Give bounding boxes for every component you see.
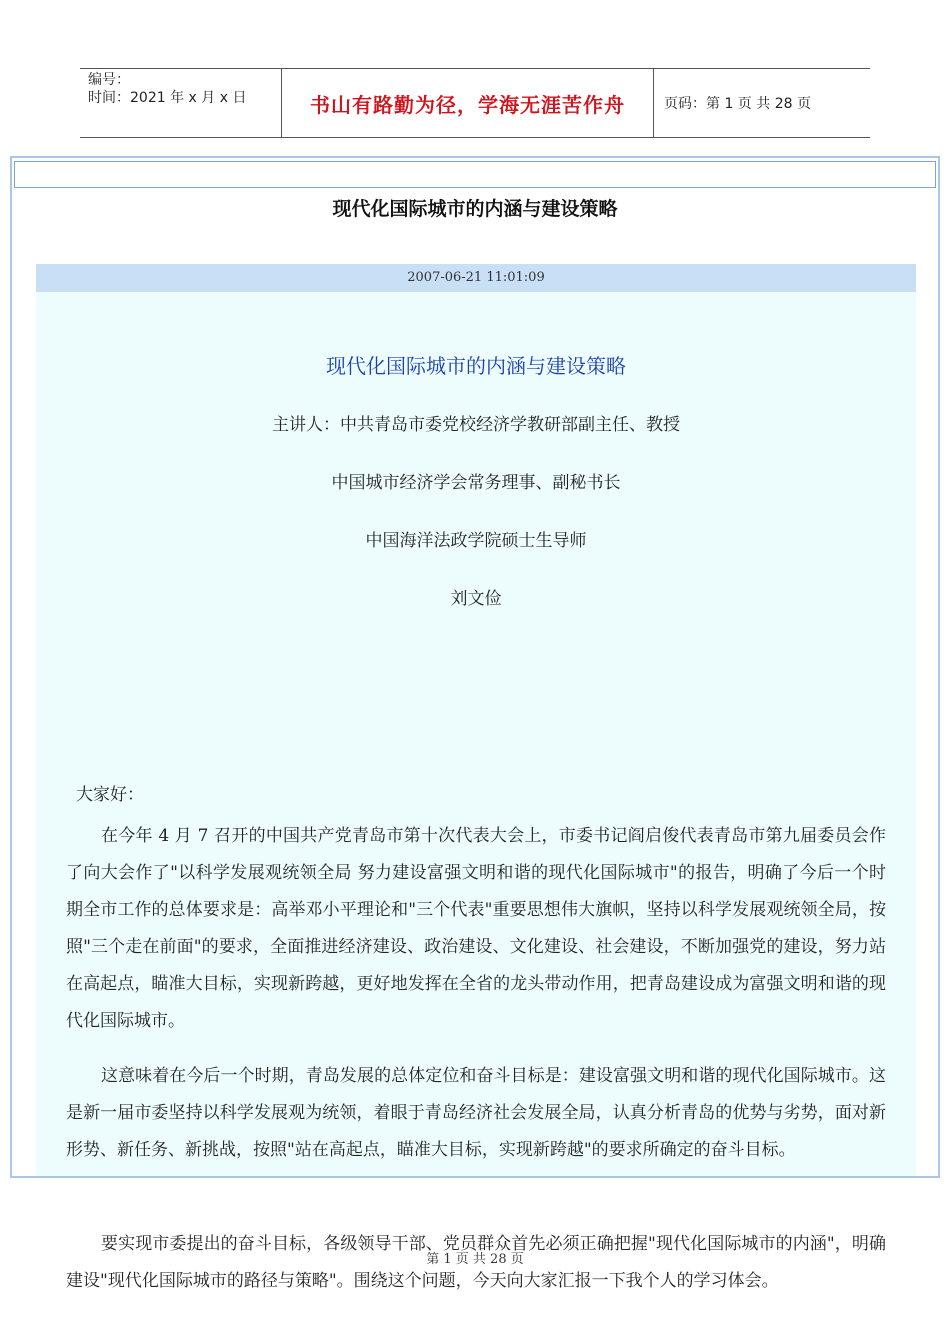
time-label: 时间：2021 年 x 月 x 日 — [88, 90, 247, 106]
paragraph: 这意味着在今后一个时期，青岛发展的总体定位和奋斗目标是：建设富强文明和谐的现代化国际城市。这是新一届市委坚持以科学发展观为统领，着眼于青岛经济社会发展全局，认真分析青岛的优势与劣势，面对新形势、新任务、新挑战，按照"站在高起点，瞄准大目标，实现新跨越"的要求所确定的奋斗目标。 — [66, 1066, 886, 1160]
greeting: 大家好： — [76, 785, 144, 805]
header-meta — [80, 69, 282, 137]
page-title: 现代化国际城市的内涵与建设策略 — [332, 198, 618, 220]
speaker-line: 中国海洋法政学院硕士生导师 — [365, 531, 587, 551]
top-bar — [14, 161, 936, 188]
header-motto-cell — [282, 69, 654, 137]
content-title: 现代化国际城市的内涵与建设策略 — [326, 354, 626, 378]
page-footer: 第 1 页 共 28 页 — [426, 1252, 524, 1267]
date-bar: 2007-06-21 11:01:09 — [36, 264, 916, 292]
motto-text: 书山有路勤为径，学海无涯苦作舟 — [310, 92, 625, 117]
number-label: 编号： — [88, 72, 130, 88]
header-table — [80, 68, 870, 138]
speaker-line: 中国城市经济学会常务理事、副秘书长 — [331, 473, 621, 493]
header-page-info: 页码：第 1 页 共 28 页 — [664, 96, 811, 112]
speaker-name: 刘文俭 — [450, 589, 502, 609]
paragraph: 在今年 4 月 7 召开的中国共产党青岛市第十次代表大会上，市委书记阎启俊代表青岛市第九届委员会作了向大会作了"以科学发展观统领全局 努力建设富强文明和谐的现代化国际城市"的报告，明确了今后一个时期全市工作的总体要求是：高举邓小平理论和"三个代表"重要思想伟大旗帜，坚持以科学发展观统领全局，按照"三个走在前面"的要求，全面推进经济建设、政治建设、文化建设、社会建设，不断加强党的建设，努力站在高起点，瞄准大目标，实现新跨越，更好地发挥在全省的龙头带动作用，把青岛建设成为富强文明和谐的现代化国际城市。 — [66, 826, 886, 1031]
paragraph: 要实现市委提出的奋斗目标，各级领导干部、党员群众首先必须正确把握"现代化国际城市的内涵"，明确建设"现代化国际城市的路径与策略"。围绕这个问题，今天向大家汇报一下我个人的学习体会。 — [66, 1234, 886, 1291]
speaker-line: 主讲人：中共青岛市委党校经济学教研部副主任、教授 — [272, 415, 680, 435]
